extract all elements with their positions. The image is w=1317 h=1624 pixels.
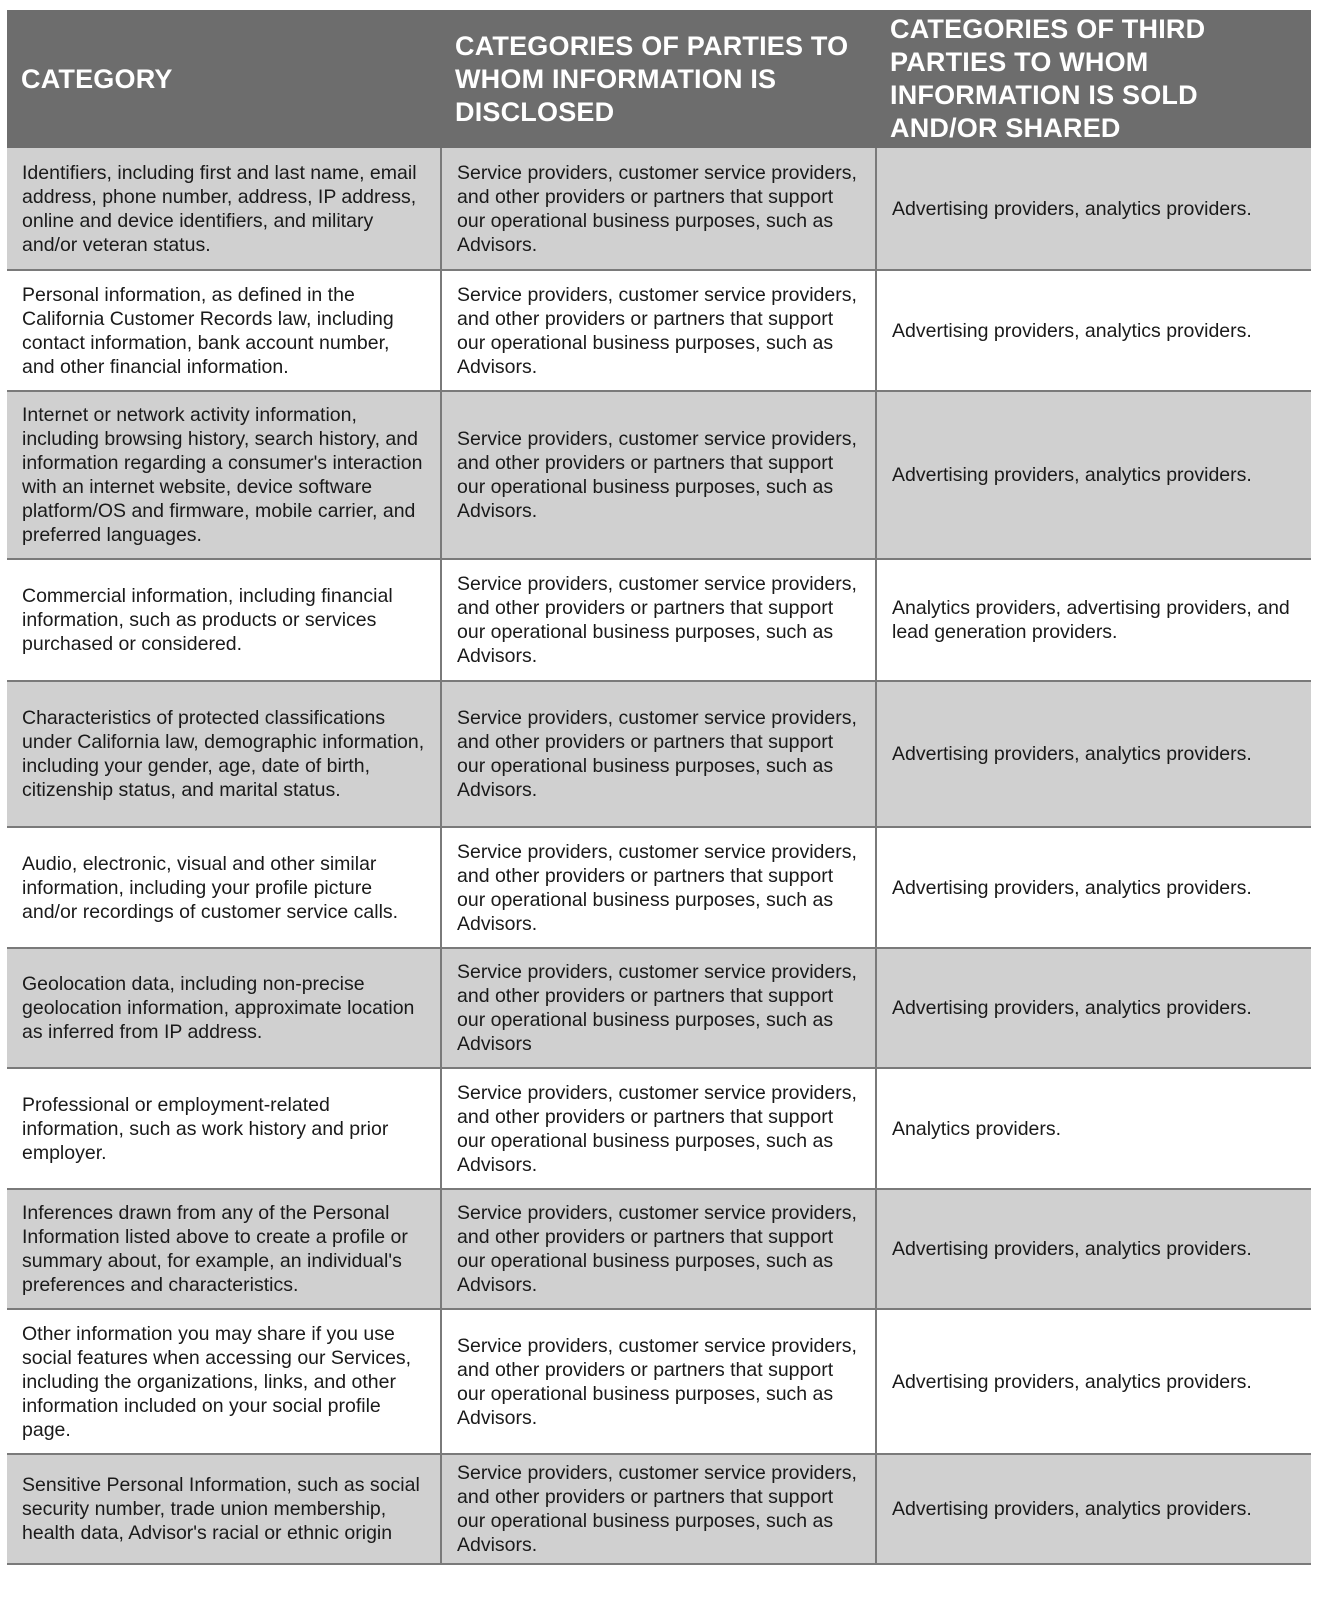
cell-category: Inferences drawn from any of the Personal Information listed above to create a profile or summary about, for example, an individual's preferences and characteristics. <box>7 1189 441 1309</box>
cell-disclosed: Service providers, customer service providers, and other providers or partners that support our operational business purposes, such as Advisors. <box>441 559 876 681</box>
table-header <box>7 10 1311 148</box>
cell-disclosed: Service providers, customer service providers, and other providers or partners that support our operational business purposes, such as Advisors <box>441 948 876 1068</box>
table-row <box>7 559 1311 681</box>
table-row <box>7 270 1311 391</box>
cell-sold-shared: Advertising providers, analytics providers. <box>876 1189 1311 1309</box>
cell-sold-shared: Advertising providers, analytics providers. <box>876 1309 1311 1454</box>
cell-category: Audio, electronic, visual and other similar information, including your profile picture and/or recordings of customer service calls. <box>7 827 441 948</box>
cell-sold-shared: Advertising providers, analytics providers. <box>876 681 1311 827</box>
cell-category: Geolocation data, including non-precise geolocation information, approximate location as inferred from IP address. <box>7 948 441 1068</box>
table-row <box>7 1454 1311 1564</box>
cell-category: Internet or network activity information, including browsing history, search history, and information regarding a consumer's interaction with an internet website, device software platform/OS and firmware, mobile carrier, and preferred languages. <box>7 391 441 559</box>
cell-category: Professional or employment-related information, such as work history and prior employer. <box>7 1068 441 1189</box>
header-category: CATEGORY <box>7 10 441 148</box>
cell-disclosed: Service providers, customer service providers, and other providers or partners that support our operational business purposes, such as Advisors. <box>441 391 876 559</box>
cell-disclosed: Service providers, customer service providers, and other providers or partners that support our operational business purposes, such as Advisors. <box>441 1309 876 1454</box>
cell-category: Personal information, as defined in the California Customer Records law, including contact information, bank account number, and other financial information. <box>7 270 441 391</box>
table-row <box>7 1068 1311 1189</box>
cell-sold-shared: Advertising providers, analytics providers. <box>876 270 1311 391</box>
cell-disclosed: Service providers, customer service providers, and other providers or partners that support our operational business purposes, such as Advisors. <box>441 1068 876 1189</box>
cell-sold-shared: Advertising providers, analytics providers. <box>876 827 1311 948</box>
header-parties-disclosed: CATEGORIES OF PARTIES TO WHOM INFORMATION IS DISCLOSED <box>441 10 876 148</box>
cell-disclosed: Service providers, customer service providers, and other providers or partners that support our operational business purposes, such as Advisors. <box>441 1454 876 1564</box>
cell-category: Commercial information, including financial information, such as products or services purchased or considered. <box>7 559 441 681</box>
table-row <box>7 1189 1311 1309</box>
header-row <box>7 10 1311 148</box>
cell-disclosed: Service providers, customer service providers, and other providers or partners that support our operational business purposes, such as Advisors. <box>441 148 876 270</box>
cell-sold-shared: Analytics providers. <box>876 1068 1311 1189</box>
cell-disclosed: Service providers, customer service providers, and other providers or partners that support our operational business purposes, such as Advisors. <box>441 681 876 827</box>
table-row <box>7 681 1311 827</box>
cell-sold-shared: Analytics providers, advertising providers, and lead generation providers. <box>876 559 1311 681</box>
cell-category: Other information you may share if you use social features when accessing our Services, including the organizations, links, and other information included on your social profile page. <box>7 1309 441 1454</box>
cell-sold-shared: Advertising providers, analytics providers. <box>876 948 1311 1068</box>
table-row <box>7 1309 1311 1454</box>
cell-sold-shared: Advertising providers, analytics providers. <box>876 391 1311 559</box>
cell-category: Sensitive Personal Information, such as social security number, trade union membership, health data, Advisor's racial or ethnic origin <box>7 1454 441 1564</box>
cell-disclosed: Service providers, customer service providers, and other providers or partners that support our operational business purposes, such as Advisors. <box>441 270 876 391</box>
cell-sold-shared: Advertising providers, analytics providers. <box>876 148 1311 270</box>
table-row <box>7 948 1311 1068</box>
cell-disclosed: Service providers, customer service providers, and other providers or partners that support our operational business purposes, such as Advisors. <box>441 1189 876 1309</box>
cell-sold-shared: Advertising providers, analytics providers. <box>876 1454 1311 1564</box>
cell-category: Characteristics of protected classifications under California law, demographic information, including your gender, age, date of birth, citizenship status, and marital status. <box>7 681 441 827</box>
cell-category: Identifiers, including first and last name, email address, phone number, address, IP address, online and device identifiers, and military and/or veteran status. <box>7 148 441 270</box>
table-row <box>7 391 1311 559</box>
table-row <box>7 827 1311 948</box>
table-row <box>7 148 1311 270</box>
header-third-parties-sold-shared: CATEGORIES OF THIRD PARTIES TO WHOM INFORMATION IS SOLD AND/OR SHARED <box>876 10 1311 148</box>
privacy-disclosure-table <box>7 10 1311 1565</box>
cell-disclosed: Service providers, customer service providers, and other providers or partners that support our operational business purposes, such as Advisors. <box>441 827 876 948</box>
table-body <box>7 148 1311 1564</box>
